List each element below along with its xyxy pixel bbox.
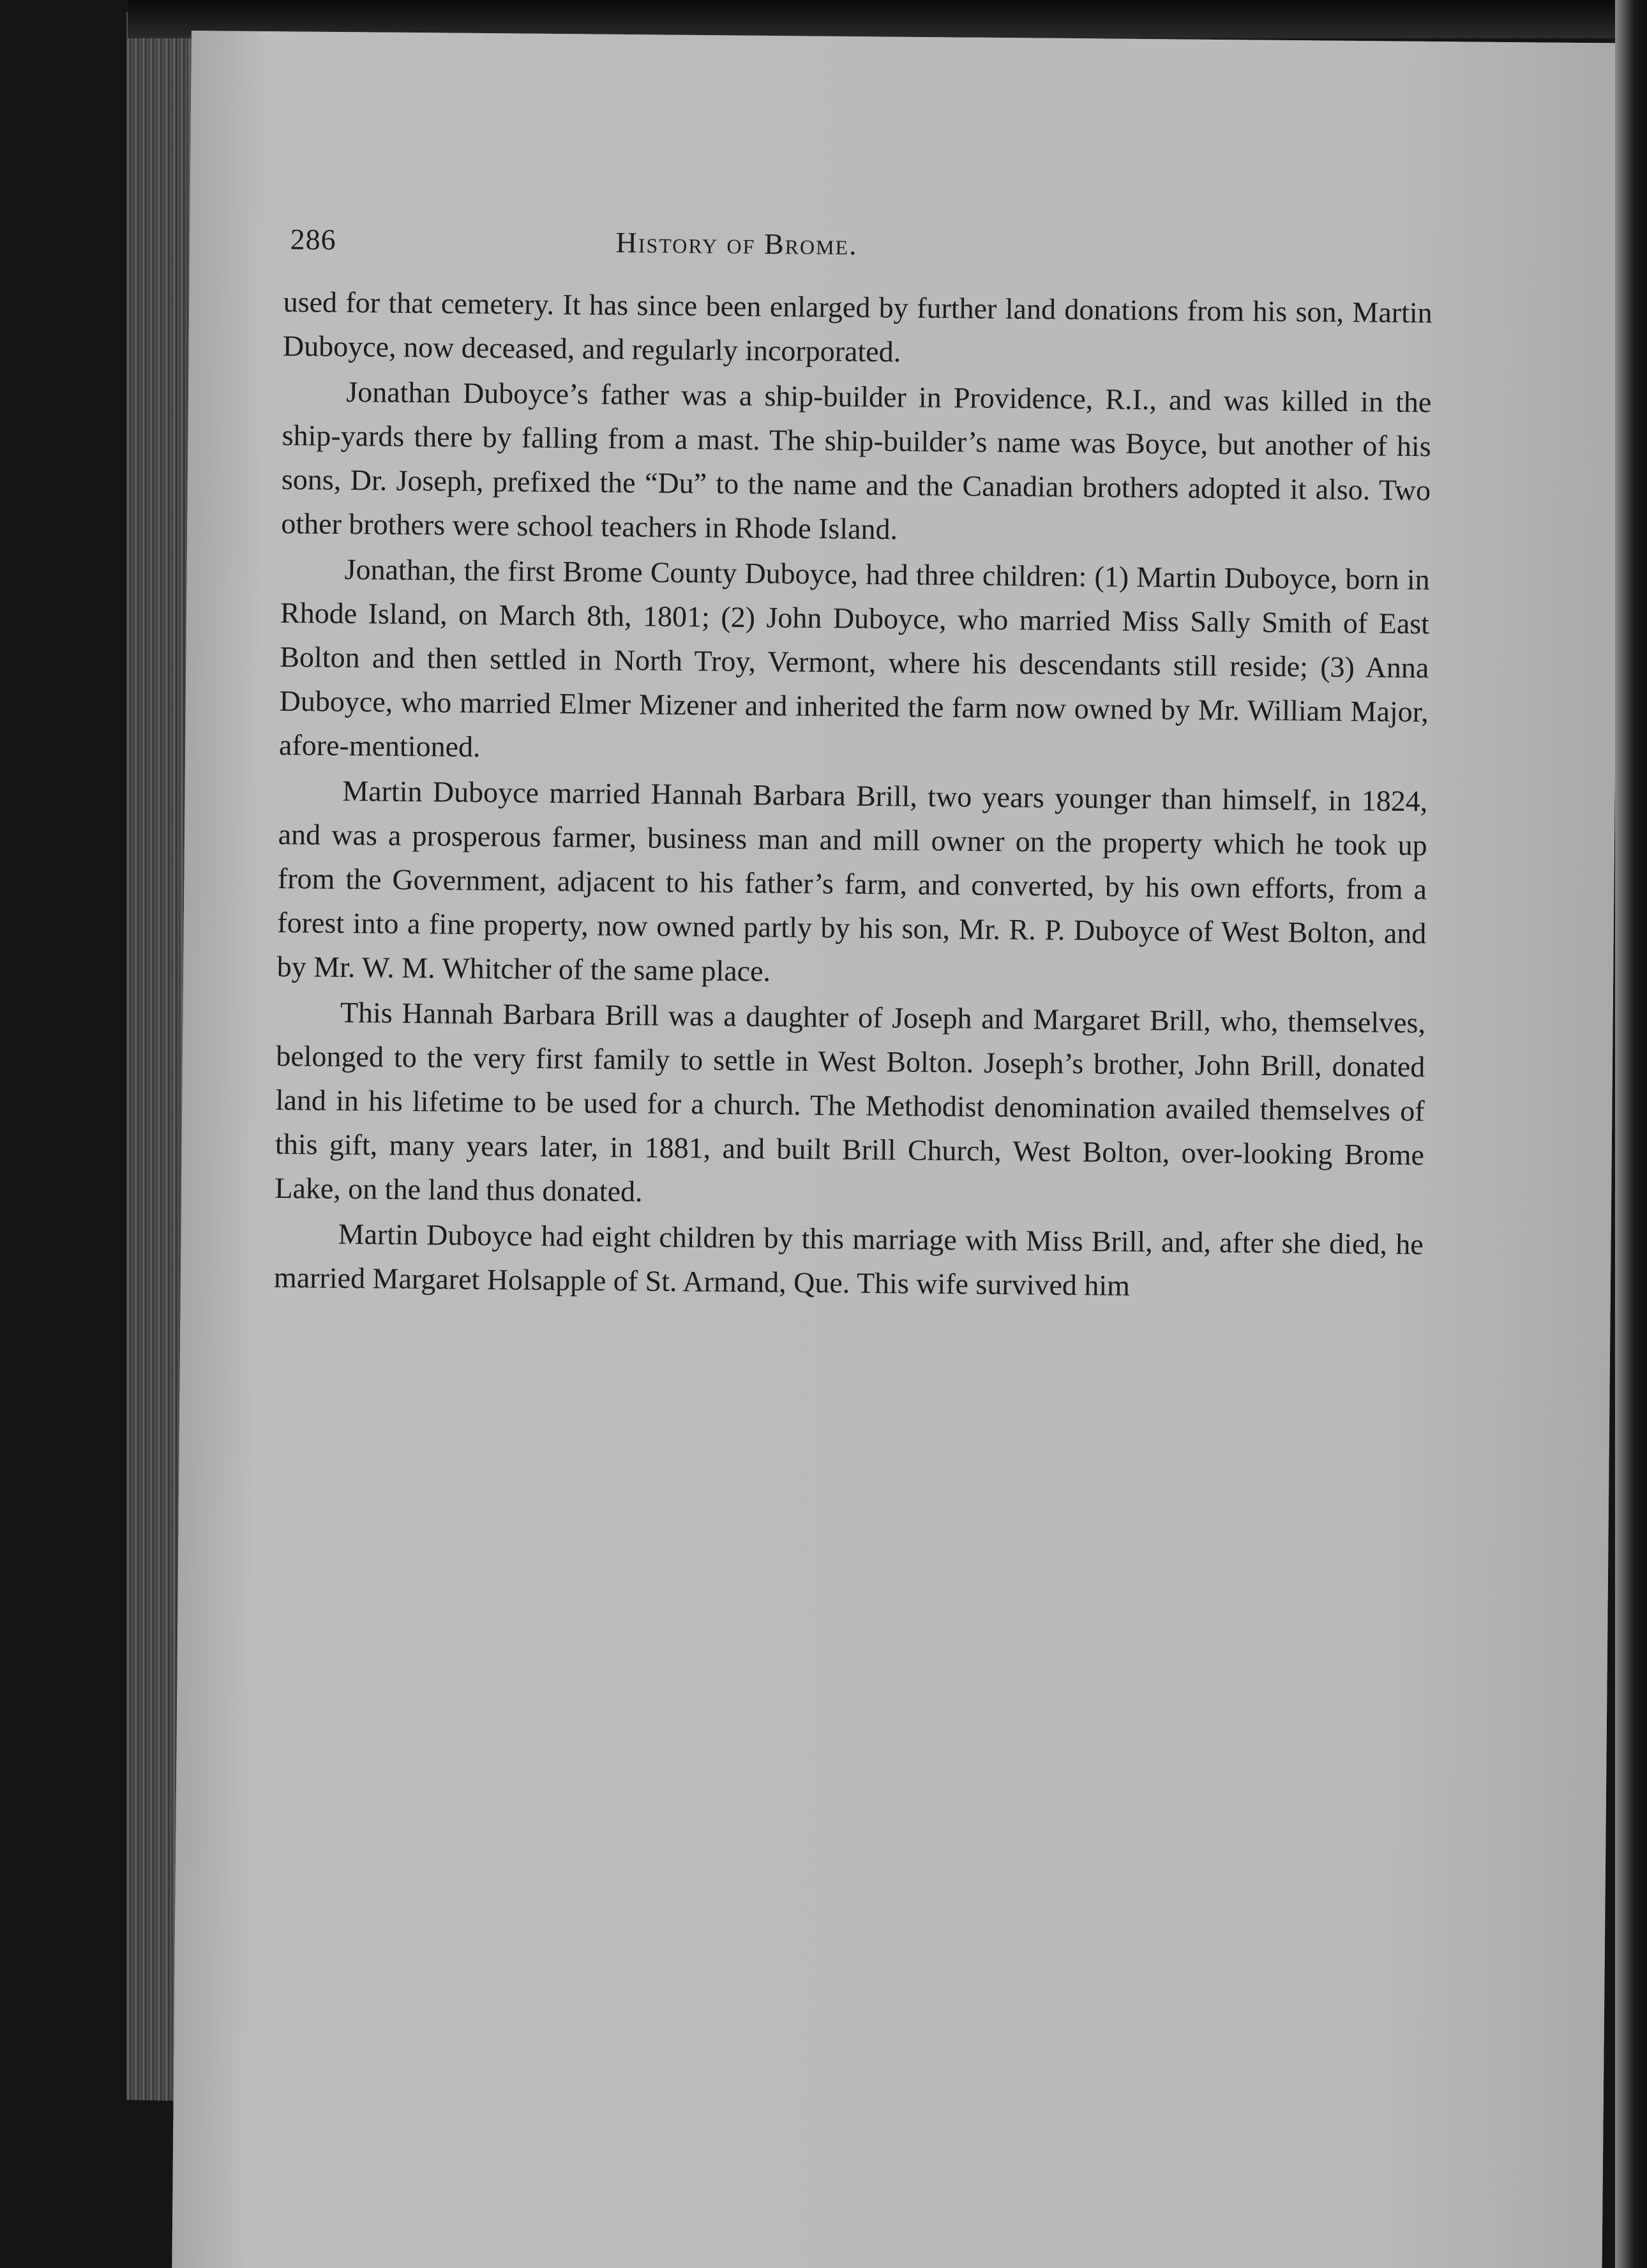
- paragraph: This Hannah Barbara Brill was a daughter of Joseph and Margaret Brill, who, themselves, belonged to the very first family to settle in West Bolton. Joseph’s brother, John Brill, donated land in his lifetime to be used for a church. The Methodist denomination availed themselves of this gift, many years later, in 1881, and built Brill Church, West Bolton, over-looking Brome Lake, on the land thus donated.: [274, 995, 1426, 1208]
- paragraph: Jonathan, the first Brome County Duboyce, had three children: (1) Martin Duboyce, born in Rhode Island, on March 8th, 1801; (2) John Duboyce, who married Miss Sally Smith of East Bolton and then settled in North Troy, Vermont, where his descendants still reside; (3) Anna Duboyce, who married Elmer Mizener and inherited the farm now owned by Mr. William Major, afore-mentioned.: [278, 552, 1430, 763]
- paragraph: Jonathan Duboyce’s father was a ship-builder in Providence, R.I., and was killed in the ship-yards there by falling from a mast. The ship-builder’s name was Boyce, but another of his sons, Dr. Joseph, prefixed the “Du” to the name and the Canadian brothers adopted it also. Two other brothers were school teachers in Rhode Island.: [281, 375, 1432, 546]
- paragraph: used for that cemetery. It has since been enlarged by further land donations from his son, Martin Duboyce, now deceased, and regularly incorporated.: [282, 285, 1433, 368]
- page-text-block: [274, 217, 1433, 1312]
- running-head: [283, 217, 1433, 279]
- paragraph: Martin Duboyce married Hannah Barbara Brill, two years younger than himself, in 1824, and was a prosperous farmer, business man and mill owner on the property which he took up from the Government, adjacent to his father’s farm, and converted, by his own efforts, from a forest into a fine property, now owned partly by his son, Mr. R. P. Duboyce of West Bolton, and by Mr. W. M. Whitcher of the same place.: [276, 774, 1428, 988]
- paragraph: Martin Duboyce had eight children by this marriage with Miss Brill, and, after she died, he married Margaret Holsapple of St. Armand, Que. This wife survived him: [273, 1217, 1424, 1302]
- right-gutter-shadow: [1615, 0, 1647, 2268]
- page-number: 286: [290, 223, 336, 256]
- running-title: History of Brome.: [615, 225, 858, 261]
